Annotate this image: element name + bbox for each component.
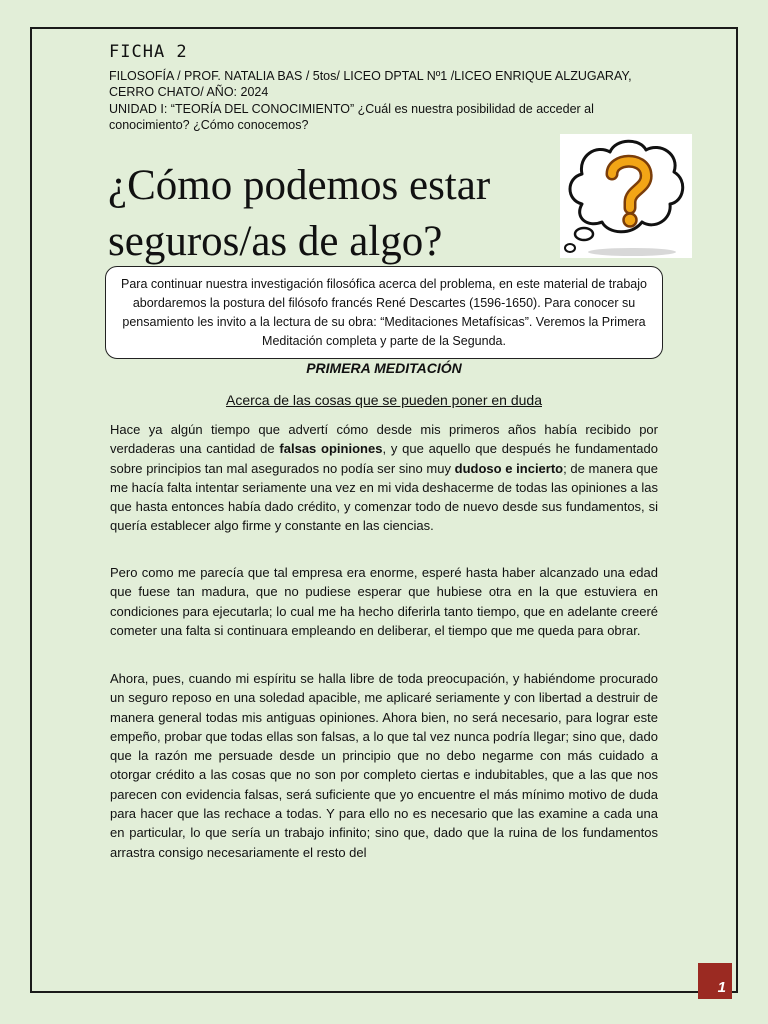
worksheet-label: FICHA 2 <box>109 42 188 62</box>
paragraph-1-text-b: , y que aquello que después he fundamentado sobre principios tan mal asegurados no podía ser sino muy <box>110 441 658 476</box>
page-title-line2: seguros/as de algo? <box>108 218 443 265</box>
intro-box: Para continuar nuestra investigación filosófica acerca del problema, en este material de trabajo abordaremos la postura del filósofo francés René Descartes (1596-1650). Para conocer su pensamiento les invito a la lectura de su obra: “Meditaciones Metafísicas”. Veremos la Primera Meditación completa y parte de la Segunda. <box>105 266 663 359</box>
paragraph-1 <box>110 420 658 536</box>
paragraph-3: Ahora, pues, cuando mi espíritu se halla libre de toda preocupación, y habiéndome procurado un seguro reposo en una soledad apacible, me aplicaré seriamente y con libertad a destruir de manera general todas mis antiguas opiniones. Ahora bien, no será necesario, para lograr este empeño, probar que todas ellas son falsas, a lo que tal vez nunca podría llegar; sino que, dado que la razón me persuade desde un principio que no debo negarme con más cuidado a otorgar crédito a las cosas que no son por completo ciertas e indubitables, que a las que nos parecen con evidencia falsas, será suficiente que yo encuentre el más mínimo motivo de duda para hacer que las rechace a todas. Y para ello no es necesario que las examine a cada una en particular, lo que sería un trabajo infinito; sino que, dado que la ruina de los fundamentos arrastra consigo necesariamente el resto del <box>110 671 658 860</box>
thought-bubble-question-icon <box>560 134 692 258</box>
page-number: 1 <box>698 963 732 999</box>
section-subtitle: Acerca de las cosas que se pueden poner en duda <box>225 392 542 408</box>
section-title: PRIMERA MEDITACIÓN <box>306 360 462 376</box>
unit-info: UNIDAD I: “TEORÍA DEL CONOCIMIENTO” ¿Cuál es nuestra posibilidad de acceder al conocimiento? ¿Cómo conocemos? <box>109 102 594 132</box>
paragraph-1-text-c: ; de manera que me hacía falta intentar seriamente una vez en mi vida deshacerme de todas las opiniones a las que hasta entonces había dado crédito, y comenzar todo de nuevo desde sus fundamentos, si quería establecer algo firme y constante en las ciencias. <box>110 460 659 534</box>
paragraph-1-text-a: Hace ya algún tiempo que advertí cómo desde mis primeros años había recibido por verdaderas una cantidad de <box>110 422 658 457</box>
page-title-line1: ¿Cómo podemos estar <box>108 162 491 209</box>
page-title <box>108 158 568 270</box>
course-info: FILOSOFÍA / PROF. NATALIA BAS / 5tos/ LICEO DPTAL Nº1 /LICEO ENRIQUE ALZUGARAY, CERRO CHATO/ AÑO: 2024 <box>109 69 632 99</box>
paragraph-2: Pero como me parecía que tal empresa era enorme, esperé hasta haber alcanzado una edad que fuese tan madura, que no pudiese esperar que hubiese otra en la que estuviera en condiciones para ejecutarla; lo cual me ha hecho diferirla tanto tiempo, que en adelante creeré cometer una falta si continuara empleando en deliberar, el tiempo que me queda para obrar. <box>110 565 658 638</box>
paragraph-1-bold-b: dudoso e incierto <box>454 460 564 476</box>
paragraph-1-bold-a: falsas opiniones <box>279 441 383 457</box>
